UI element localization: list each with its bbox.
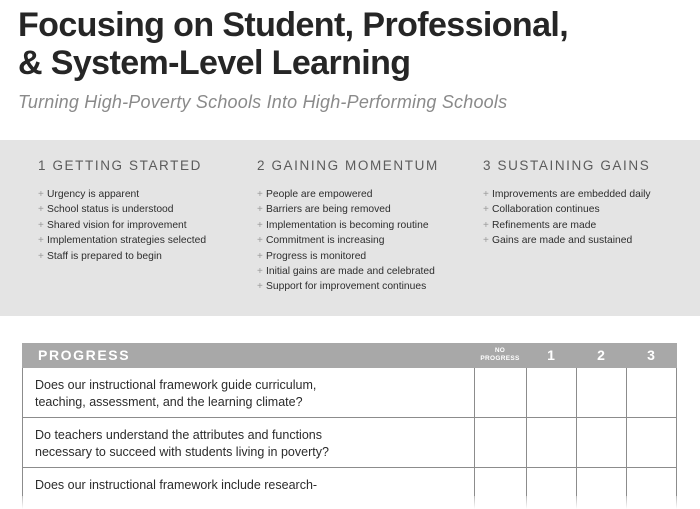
stage-gaining-momentum bbox=[257, 158, 479, 295]
question-text bbox=[23, 418, 474, 467]
plus-icon: + bbox=[483, 204, 489, 216]
stage-sustaining-gains bbox=[483, 158, 693, 249]
stage-item bbox=[257, 264, 479, 279]
stage-item bbox=[38, 233, 248, 248]
stage-getting-started bbox=[38, 158, 248, 264]
stage-item bbox=[38, 218, 248, 233]
stage-item-label: Improvements are embedded daily bbox=[492, 189, 651, 200]
question-line-1: Does our instructional framework guide curriculum, bbox=[35, 378, 317, 392]
stage-item bbox=[257, 218, 479, 233]
plus-icon: + bbox=[257, 189, 263, 200]
no-progress-cell[interactable] bbox=[474, 368, 526, 417]
stage-item bbox=[483, 187, 693, 202]
stage-item-label: Staff is prepared to begin bbox=[47, 250, 162, 262]
stage-item-label: Collaboration continues bbox=[492, 204, 600, 216]
stage-item-label: Initial gains are made and celebrated bbox=[266, 266, 435, 278]
stage-item bbox=[257, 202, 479, 217]
plus-icon: + bbox=[483, 235, 489, 247]
column-3-header: 3 bbox=[647, 347, 655, 363]
stage-2-cell[interactable] bbox=[576, 418, 626, 467]
title-line-2: & System-Level Learning bbox=[18, 44, 411, 82]
question-line-2: teaching, assessment, and the learning climate? bbox=[35, 395, 303, 409]
stage-item bbox=[38, 187, 248, 202]
table-header bbox=[22, 343, 677, 368]
bottom-fade bbox=[0, 496, 700, 509]
stage-item bbox=[257, 187, 479, 202]
no-progress-header bbox=[474, 343, 526, 368]
stage-3-cell[interactable] bbox=[626, 368, 677, 417]
question-text bbox=[23, 368, 474, 417]
stage-heading: 3 SUSTAINING GAINS bbox=[483, 158, 651, 173]
stage-item-label: Implementation strategies selected bbox=[47, 235, 207, 247]
table-row bbox=[22, 418, 677, 468]
plus-icon: + bbox=[38, 204, 44, 216]
stage-heading: 2 GAINING MOMENTUM bbox=[257, 158, 439, 173]
no-progress-line-2: PROGRESS bbox=[480, 355, 520, 362]
stages-panel bbox=[0, 140, 700, 316]
stage-item-label: Gains are made and sustained bbox=[492, 235, 633, 247]
plus-icon: + bbox=[38, 250, 44, 262]
no-progress-cell[interactable] bbox=[474, 418, 526, 467]
plus-icon: + bbox=[483, 219, 489, 231]
stage-item-label: Shared vision for improvement bbox=[47, 219, 187, 231]
plus-icon: + bbox=[257, 235, 263, 247]
stage-item bbox=[38, 202, 248, 217]
question-line-2: necessary to succeed with students living in poverty? bbox=[35, 445, 329, 459]
progress-table bbox=[22, 343, 677, 509]
stage-item-label: Progress is monitored bbox=[266, 250, 367, 262]
question-line-1: Does our instructional framework include research- bbox=[35, 478, 318, 492]
stage-item bbox=[257, 249, 479, 264]
table-row bbox=[22, 368, 677, 418]
plus-icon: + bbox=[257, 281, 263, 293]
stage-item-label: People are empowered bbox=[266, 189, 373, 200]
stage-item bbox=[483, 202, 693, 217]
stage-item-label: Barriers are being removed bbox=[266, 204, 391, 216]
no-progress-line-1: NO bbox=[494, 347, 506, 354]
stage-item-label: School status is understood bbox=[47, 204, 174, 216]
title-line-1: Focusing on Student, Professional, bbox=[18, 6, 569, 44]
question-line-1: Do teachers understand the attributes and functions bbox=[35, 428, 322, 442]
stage-1-cell[interactable] bbox=[526, 368, 576, 417]
stage-item bbox=[257, 233, 479, 248]
stage-item bbox=[257, 279, 479, 294]
stage-item bbox=[38, 249, 248, 264]
document-title bbox=[18, 6, 678, 82]
stage-item bbox=[483, 233, 693, 248]
stage-item-label: Implementation is becoming routine bbox=[266, 219, 429, 231]
plus-icon: + bbox=[257, 204, 263, 216]
plus-icon: + bbox=[257, 266, 263, 278]
stage-item-label: Support for improvement continues bbox=[266, 281, 427, 293]
column-1-header: 1 bbox=[547, 347, 555, 363]
document-header bbox=[0, 0, 700, 140]
plus-icon: + bbox=[38, 189, 44, 200]
plus-icon: + bbox=[38, 235, 44, 247]
plus-icon: + bbox=[257, 219, 263, 231]
stage-3-cell[interactable] bbox=[626, 418, 677, 467]
document-subtitle: Turning High-Poverty Schools Into High-Performing Schools bbox=[18, 92, 508, 112]
plus-icon: + bbox=[38, 219, 44, 231]
progress-header-label: PROGRESS bbox=[38, 347, 131, 363]
stage-heading: 1 GETTING STARTED bbox=[38, 158, 202, 173]
stage-1-cell[interactable] bbox=[526, 418, 576, 467]
stage-item-label: Refinements are made bbox=[492, 219, 597, 231]
column-2-header: 2 bbox=[597, 347, 605, 363]
stage-item bbox=[483, 218, 693, 233]
plus-icon: + bbox=[257, 250, 263, 262]
stage-item-label: Urgency is apparent bbox=[47, 189, 140, 200]
stage-2-cell[interactable] bbox=[576, 368, 626, 417]
plus-icon: + bbox=[483, 189, 489, 200]
stage-item-label: Commitment is increasing bbox=[266, 235, 385, 247]
